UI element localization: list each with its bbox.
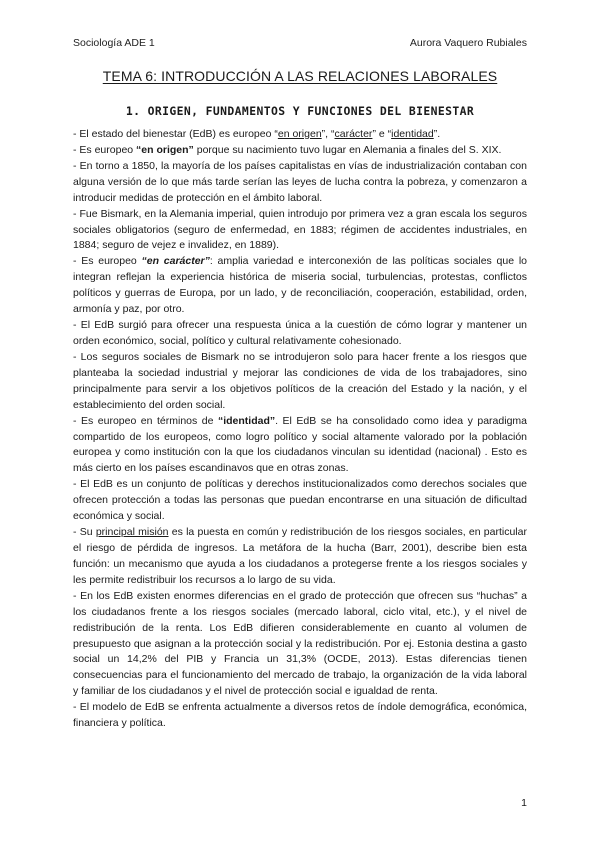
underlined-term-origen: en origen	[277, 128, 322, 140]
header-author: Aurora Vaquero Rubiales	[409, 37, 527, 49]
bold-term-identidad: “identidad”	[217, 414, 276, 427]
paragraph-2: - Es europeo “en origen” porque su nacimiento tuvo lugar en Alemania a finales del S. XIX.	[73, 143, 502, 156]
page-number: 1	[521, 797, 527, 809]
bold-term-en-origen: “en origen”	[136, 143, 194, 156]
bold-term-en-caracter: “en carácter”	[141, 255, 210, 268]
paragraph-10: - Su principal misión es la puesta en común y redistribución de los riesgos sociales, en particular el riesgo de pérdida de ingresos. La metáfora de la hucha (Barr, 2001), describe bien esta función: un mecanismo que ayuda a los ciudadanos a protegerse frente a los riesgos sociales y les permite redistribuir los recursos a lo largo de su vida.	[73, 526, 527, 586]
paragraph-3: - En torno a 1850, la mayoría de los países capitalistas en vías de industrialización contaban con alguna versión de lo que más tarde serían las leyes de lucha contra la pobreza, y comenzaron a introducir medidas de protección en el ámbito laboral.	[73, 159, 527, 204]
paragraph-6: - El EdB surgió para ofrecer una respuesta única a la cuestión de cómo lograr y mantener un orden económico, social, político y cultural relativamente cohesionado.	[73, 319, 527, 347]
paragraph-9: - El EdB es un conjunto de políticas y derechos institucionalizados como derechos sociales que ofrecen protección a todas las personas que puedan encontrarse en una situación de dificultad económica y social.	[73, 478, 527, 523]
header-course: Sociología ADE 1	[73, 37, 155, 49]
section-heading: 1. ORIGEN, FUNDAMENTOS Y FUNCIONES DEL BIENESTAR	[125, 104, 475, 118]
paragraph-11: - En los EdB existen enormes diferencias en el grado de protección que ofrecen sus “huchas” a los ciudadanos frente a los riesgos sociales (mercado laboral, ciclo vital, etc.), y el nivel de redistribución de la renta. Los EdB difieren considerablemente en cuanto al volumen de presupuesto que asignan a la protección social y la redistribución. Por ej. Estonia destina a gasto social un 14,2% del PIB y Francia un 31,3% (OCDE, 2013). Estas diferencias tienen consecuencias para el funcionamiento del mercado de trabajo, la organización de la vida laboral y familiar de los ciudadanos y el nivel de protección social e igualdad de renta.	[73, 589, 527, 698]
document-body	[73, 127, 527, 732]
paragraph-8: - Es europeo en términos de “identidad”. El EdB se ha consolidado como idea y paradigma compartido de los europeos, como logro político y social altamente valorado por la población europea y como institución con la que los ciudadanos vinculan su identidad (nacional) . Esto es más cierto en los países escandinavos que en otras zonas.	[73, 414, 527, 475]
paragraph-7: - Los seguros sociales de Bismark no se introdujeron solo para hacer frente a los riesgos que planteaba la sociedad industrial y mejorar las condiciones de vida de los trabajadores, sino principalmente para servir a los objetivos políticos de la creación del Estado y la nación, y el establecimiento del orden social.	[73, 350, 527, 411]
underlined-term-principal-mision: principal misión	[95, 526, 169, 539]
paragraph-4: - Fue Bismark, en la Alemania imperial, quien introdujo por primera vez a gran escala los seguros sociales obligatorios (seguro de enfermedad, en 1883; régimen de accidentes industriales, en 1884; seguro de vejez e invalidez, en 1889).	[73, 207, 527, 252]
underlined-term-identidad: identidad	[391, 128, 434, 140]
paragraph-5: - Es europeo “en carácter”: amplia variedad e interconexión de las políticas sociales que lo integran reflejan la experiencia histórica de miseria social, turbulencias, protestas, conflictos políticos y guerras de Europa, por un lado, y de reconciliación, cooperación, estabilidad, orden, armonía y paz, por otro.	[73, 255, 527, 316]
document-title: TEMA 6: INTRODUCCIÓN A LAS RELACIONES LABORALES	[102, 68, 498, 84]
underlined-term-caracter: carácter	[334, 128, 373, 140]
paragraph-12: - El modelo de EdB se enfrenta actualmente a diversos retos de índole demográfica, económica, financiera y política.	[73, 701, 527, 730]
paragraph-1: - El estado del bienestar (EdB) es europeo “en origen”, “carácter” e “identidad”.	[73, 128, 441, 140]
